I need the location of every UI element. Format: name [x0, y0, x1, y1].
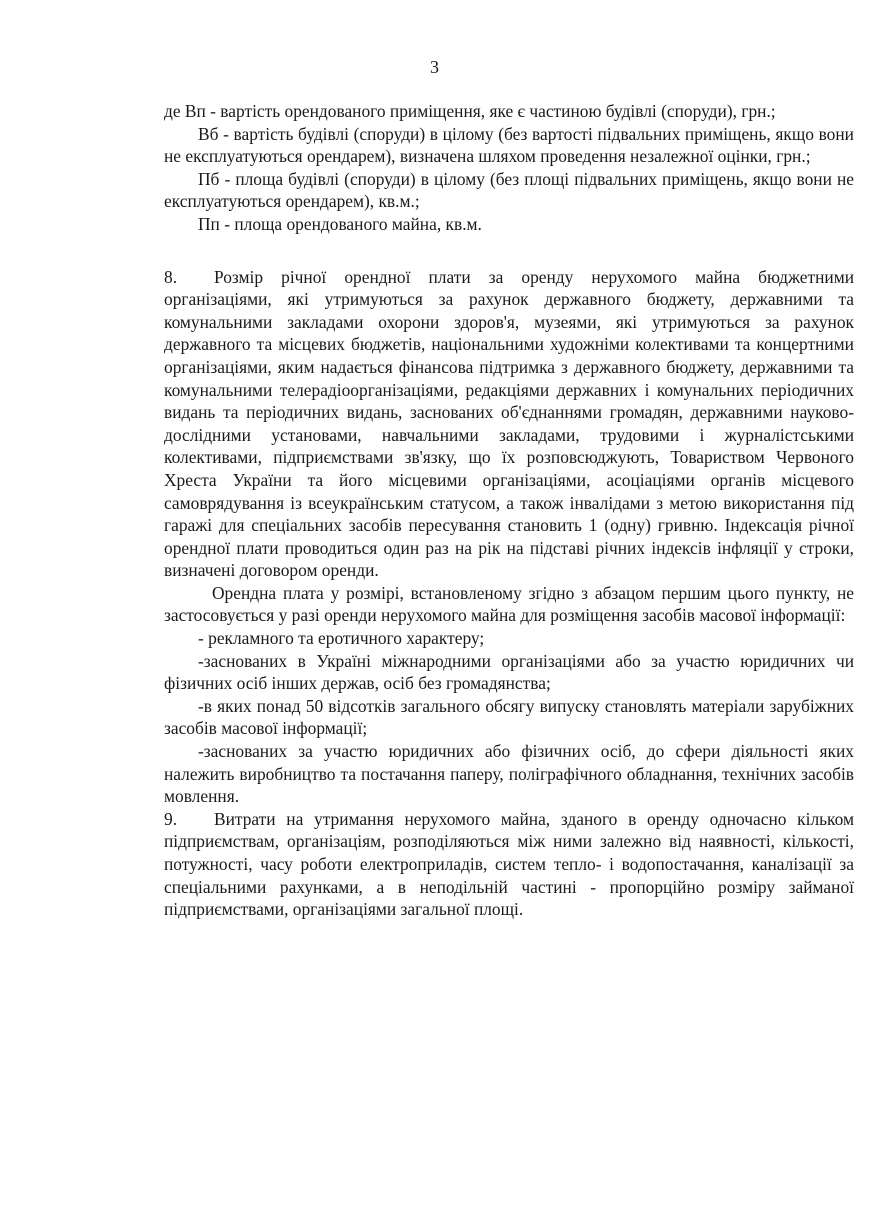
- definition-vb: Вб - вартість будівлі (споруди) в цілому (без вартості підвальних приміщень, якщо вони не експлуатуються орендарем), визначена шляхом проведення незалежної оцінки, грн.;: [164, 123, 854, 167]
- definition-vp: де Вп - вартість орендованого приміщення, яке є частиною будівлі (споруди), грн.;: [164, 101, 776, 121]
- item-9-text: Витрати на утримання нерухомого майна, зданого в оренду одночасно кільком підприємствам, організаціям, розподіляються між ними залежно від наявності, кількості, потужності, часу роботи електроприладів, систем тепло- і водопостачання, каналізації за спеціальними рахунками, а в неподільній частині - пропорційно розміру займаної підприємствами, організаціями загальної площі.: [164, 808, 854, 920]
- item-9: [164, 808, 854, 921]
- page-number: 3: [430, 57, 439, 77]
- list-item: -в яких понад 50 відсотків загального обсягу випуску становлять матеріали зарубіжних засобів масової інформації;: [164, 695, 854, 739]
- list-item: - рекламного та еротичного характеру;: [198, 628, 485, 649]
- item-8-text: Розмір річної орендної плати за оренду нерухомого майна бюджетними організаціями, які утримуються за рахунок державного бюджету, державними та комунальними закладами охорони здоров'я, музеями, які утримуються за рахунок державного та місцевих бюджетів, національними художніми колективами та концертними організаціями, яким надається фінансова підтримка з державного бюджету, державними та комунальними телерадіоорганізаціями, редакціями державних і комунальних періодичних видань та періодичних видань, заснованих об'єднаннями громадян, державними науково-дослідними установами, навчальними закладами, трудовими і журналістськими колективами, підприємствами зв'язку, що їх розповсюджують, Товариством Червоного Хреста України та його місцевими організаціями, асоціаціями органів місцевого самоврядування із всеукраїнським статусом, а також інвалідами з метою використання під гаражі для спеціальних засобів пересування становить 1 (одну) гривню. Індексація річної орендної плати проводиться один раз на рік на підставі річних індексів інфляції у строки, визначені договором оренди.: [164, 266, 854, 581]
- list-item: -заснованих за участю юридичних або фізичних осіб, до сфери діяльності яких належить виробництво та постачання паперу, поліграфічного обладнання, технічних засобів мовлення.: [164, 741, 854, 807]
- item-8-number: 8.: [164, 266, 178, 287]
- list-item: -заснованих в Україні міжнародними організаціями або за участю юридичних чи фізичних осіб інших держав, осіб без громадянства;: [164, 650, 854, 694]
- definition-pb: Пб - площа будівлі (споруди) в цілому (без площі підвальних приміщень, якщо вони не експлуатуються орендарем), кв.м.;: [164, 168, 854, 212]
- item-8: [164, 266, 854, 582]
- document-body: [164, 100, 854, 921]
- item-8-paragraph-2: Орендна плата у розмірі, встановленому згідно з абзацом першим цього пункту, не застосовується у разі оренди нерухомого майна для розміщення засобів масової інформації:: [164, 582, 854, 626]
- definition-pp: Пп - площа орендованого майна, кв.м.: [198, 213, 482, 234]
- item-9-number: 9.: [164, 808, 178, 829]
